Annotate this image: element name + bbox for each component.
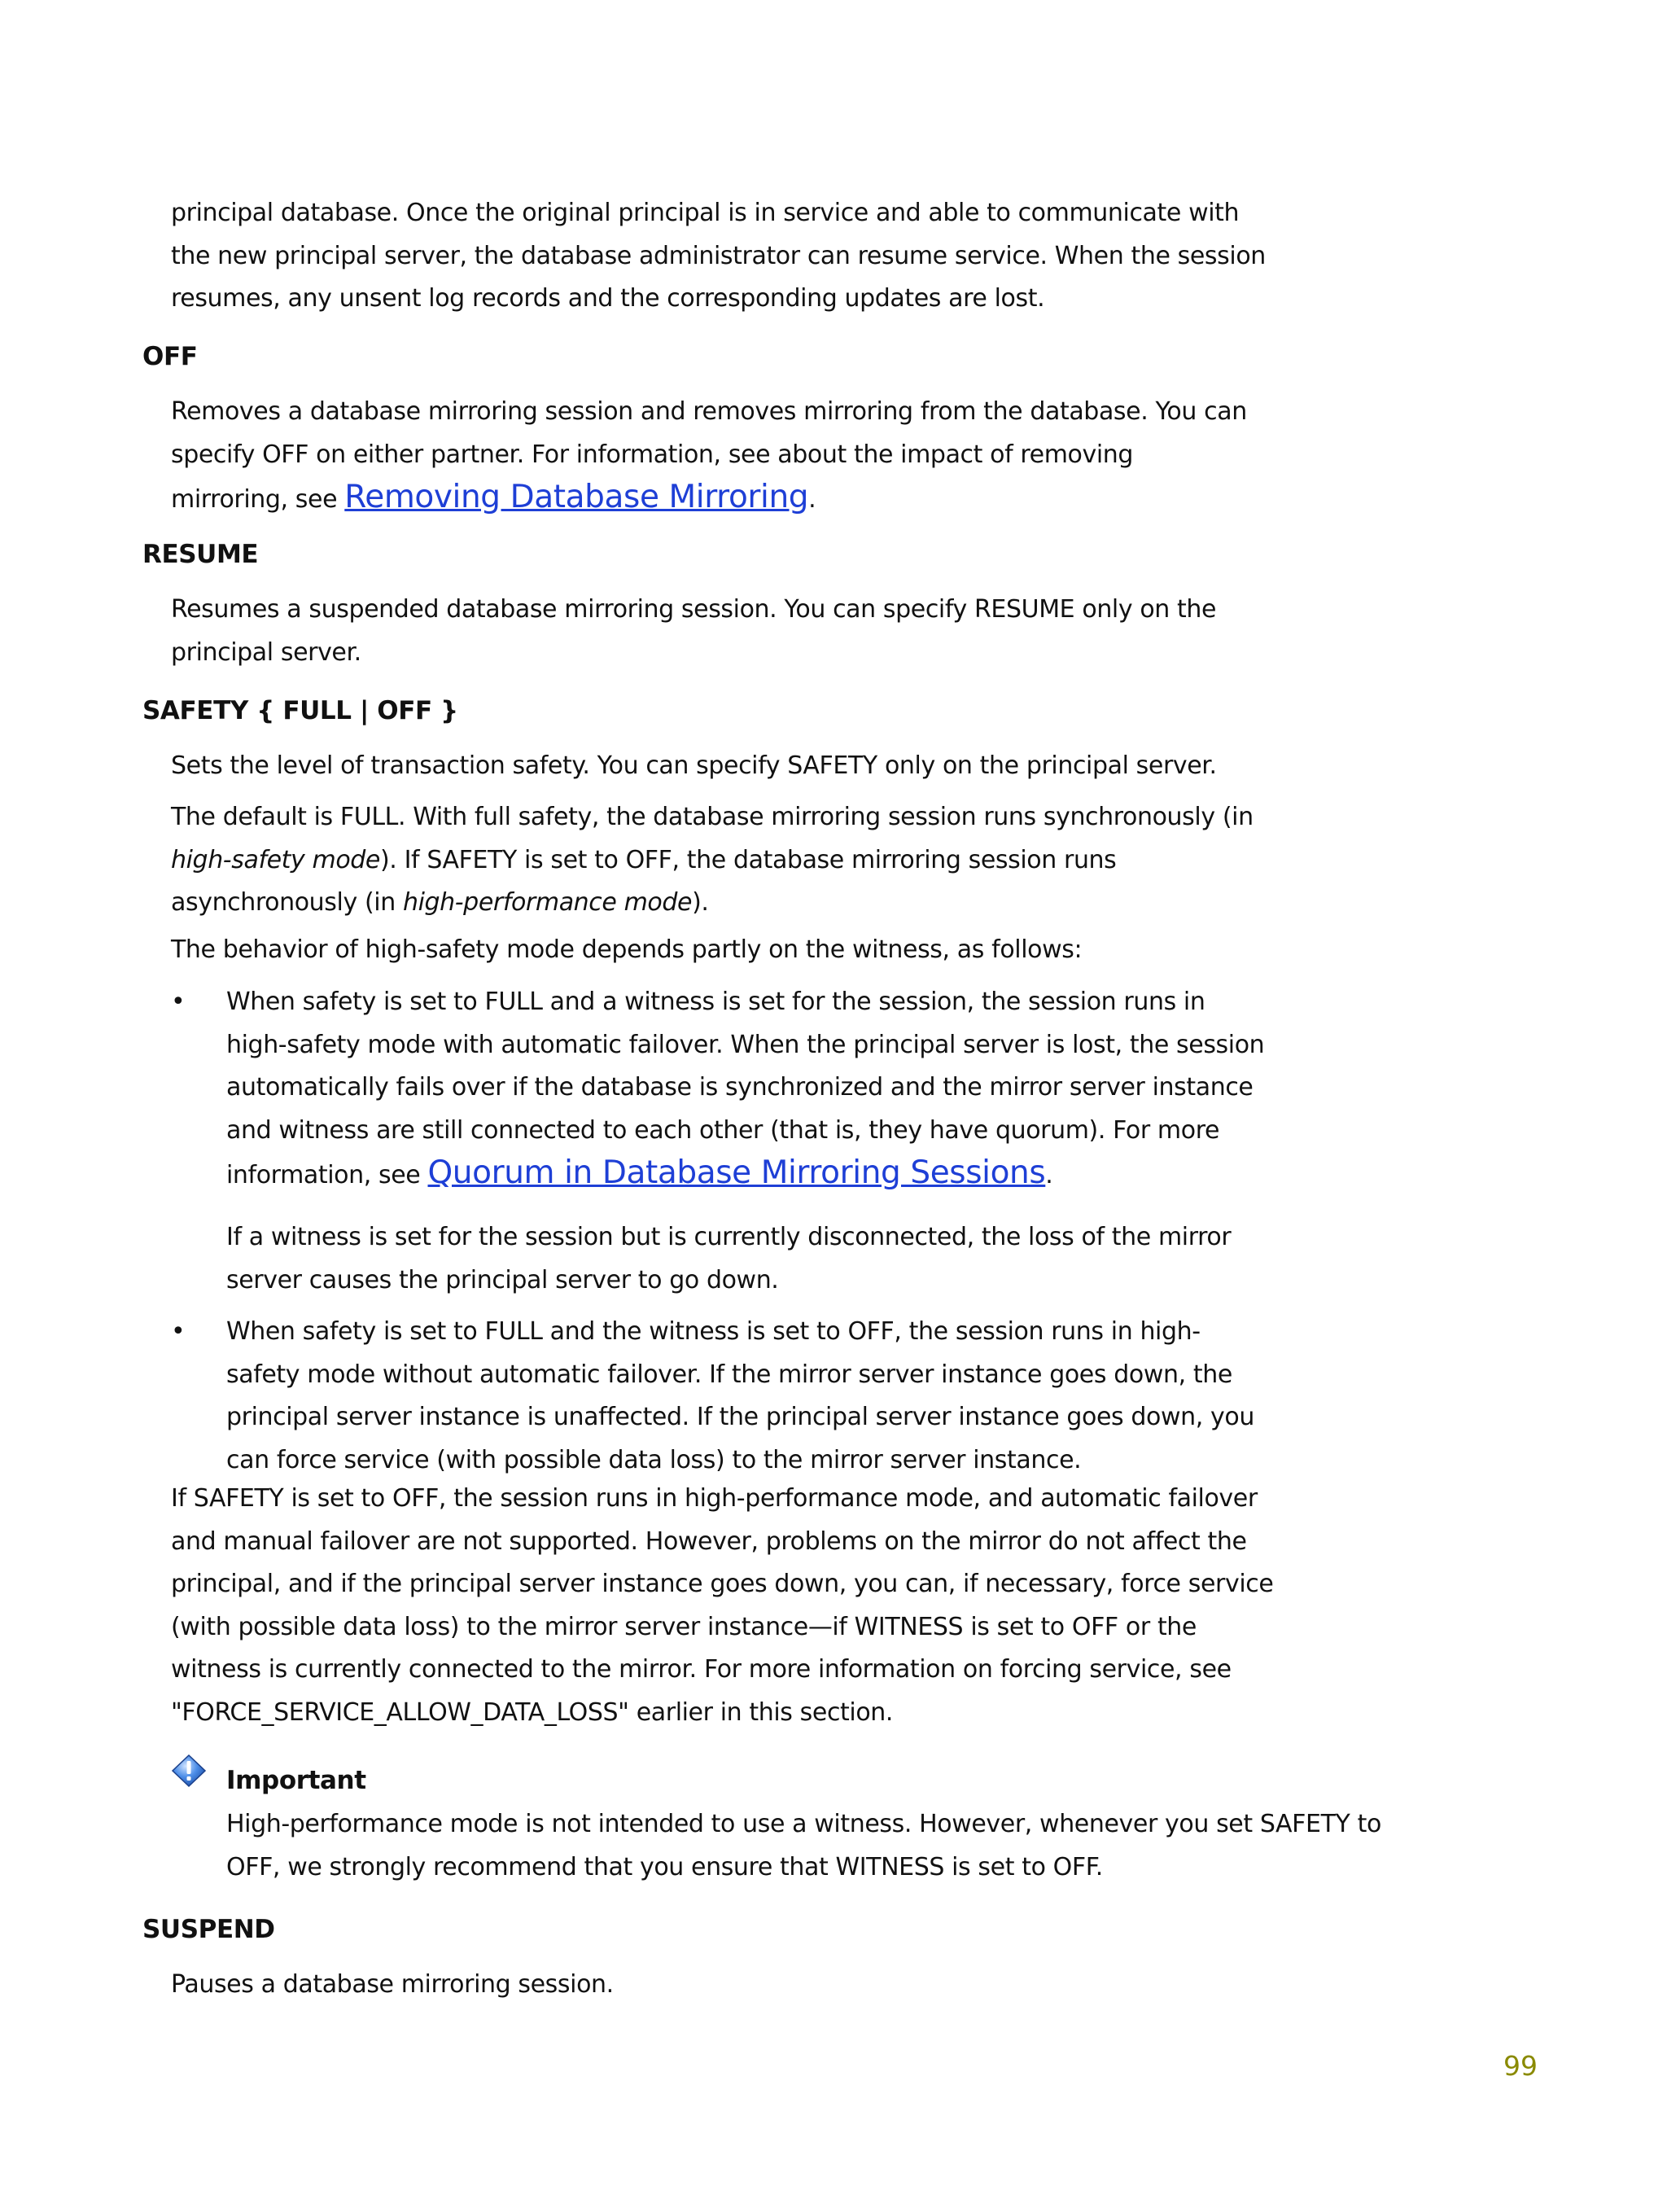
suspend-description [0,1964,1667,2007]
bullet-item-1 [0,981,1667,1198]
text-line [0,1152,1667,1198]
text-line: principal server. [171,637,361,667]
text-line [0,839,1667,883]
text-segment: . [1045,1161,1053,1189]
text-line: witness is currently connected to the mirror. For more information on forcing service, see [171,1655,1232,1684]
safety-off-paragraph [0,1478,1667,1734]
bullet-icon: • [171,1317,186,1346]
text-line: server causes the principal server to go down. [226,1265,779,1294]
text-line: and witness are still connected to each other (that is, they have quorum). For more [226,1115,1220,1145]
italic-term: high-performance mode [402,888,693,917]
text-line: high-safety mode with automatic failover. When the principal server is lost, the session [226,1030,1265,1059]
term-off: OFF [142,342,198,371]
text-line: Pauses a database mirroring session. [171,1970,614,1999]
text-line: safety mode without automatic failover. If the mirror server instance goes down, the [226,1360,1232,1389]
text-line [0,476,1667,522]
removing-database-mirroring-link[interactable]: Removing Database Mirroring [344,479,809,515]
text-line: The default is FULL. With full safety, the database mirroring session runs synchronously (in [171,803,1254,831]
important-info-icon [171,1754,207,1788]
text-segment: asynchronously (in [171,888,403,917]
term-safety: SAFETY { FULL | OFF } [142,696,458,725]
text-line: the new principal server, the database administrator can resume service. When the session [171,241,1266,270]
text-segment: ). [692,888,709,917]
text-line: When safety is set to FULL and a witness is set for the session, the session runs in [226,988,1205,1016]
text-line: "FORCE_SERVICE_ALLOW_DATA_LOSS" earlier in this section. [171,1697,894,1727]
off-description [0,391,1667,522]
italic-term: high-safety mode [171,845,380,874]
text-line: principal database. Once the original principal is in service and able to communicate with [171,199,1240,227]
bullet-item-2 [0,1311,1667,1482]
safety-p2 [0,796,1667,925]
text-segment: mirroring, see [171,485,345,514]
text-segment: . [808,485,816,514]
important-label: Important [226,1766,366,1795]
text-segment: information, see [226,1161,428,1189]
text-line [0,882,1667,925]
text-line: principal, and if the principal server instance goes down, you can, if necessary, force service [171,1570,1274,1598]
text-line: resumes, any unsent log records and the corresponding updates are lost. [171,284,1045,313]
text-line: Removes a database mirroring session and removes mirroring from the database. You can [171,397,1247,426]
bullet-1-subparagraph [0,1216,1667,1302]
text-line: and manual failover are not supported. However, problems on the mirror do not affect the [171,1526,1247,1556]
text-line: specify OFF on either partner. For information, see about the impact of removing [171,440,1134,469]
important-note [0,1803,1667,1889]
quorum-link[interactable]: Quorum in Database Mirroring Sessions [427,1154,1046,1191]
page-number: 99 [1503,2050,1538,2082]
safety-p1 [0,745,1667,788]
intro-paragraph [0,192,1667,321]
term-resume: RESUME [142,540,259,569]
bullet-icon: • [171,988,186,1016]
resume-description [0,589,1667,674]
term-suspend: SUSPEND [142,1915,275,1944]
text-line: OFF, we strongly recommend that you ensure that WITNESS is set to OFF. [226,1852,1103,1881]
text-line: If SAFETY is set to OFF, the session runs in high-performance mode, and automatic failover [171,1484,1258,1513]
text-line: automatically fails over if the database is synchronized and the mirror server instance [226,1073,1254,1102]
text-line: principal server instance is unaffected. If the principal server instance goes down, you [226,1403,1254,1431]
text-line: Resumes a suspended database mirroring session. You can specify RESUME only on the [171,595,1217,624]
text-segment: ). If SAFETY is set to OFF, the database mirroring session runs [380,845,1117,874]
text-line: can force service (with possible data loss) to the mirror server instance. [226,1445,1082,1474]
text-line: When safety is set to FULL and the witness is set to OFF, the session runs in high- [226,1317,1201,1346]
text-line: High-performance mode is not intended to use a witness. However, whenever you set SAFETY to [226,1810,1381,1838]
safety-p3 [0,929,1667,972]
text-line: The behavior of high-safety mode depends partly on the witness, as follows: [171,935,1083,964]
text-line: Sets the level of transaction safety. You can specify SAFETY only on the principal server. [171,751,1217,780]
text-line: (with possible data loss) to the mirror server instance—if WITNESS is set to OFF or the [171,1612,1197,1641]
text-line: If a witness is set for the session but is currently disconnected, the loss of the mirror [226,1223,1232,1251]
